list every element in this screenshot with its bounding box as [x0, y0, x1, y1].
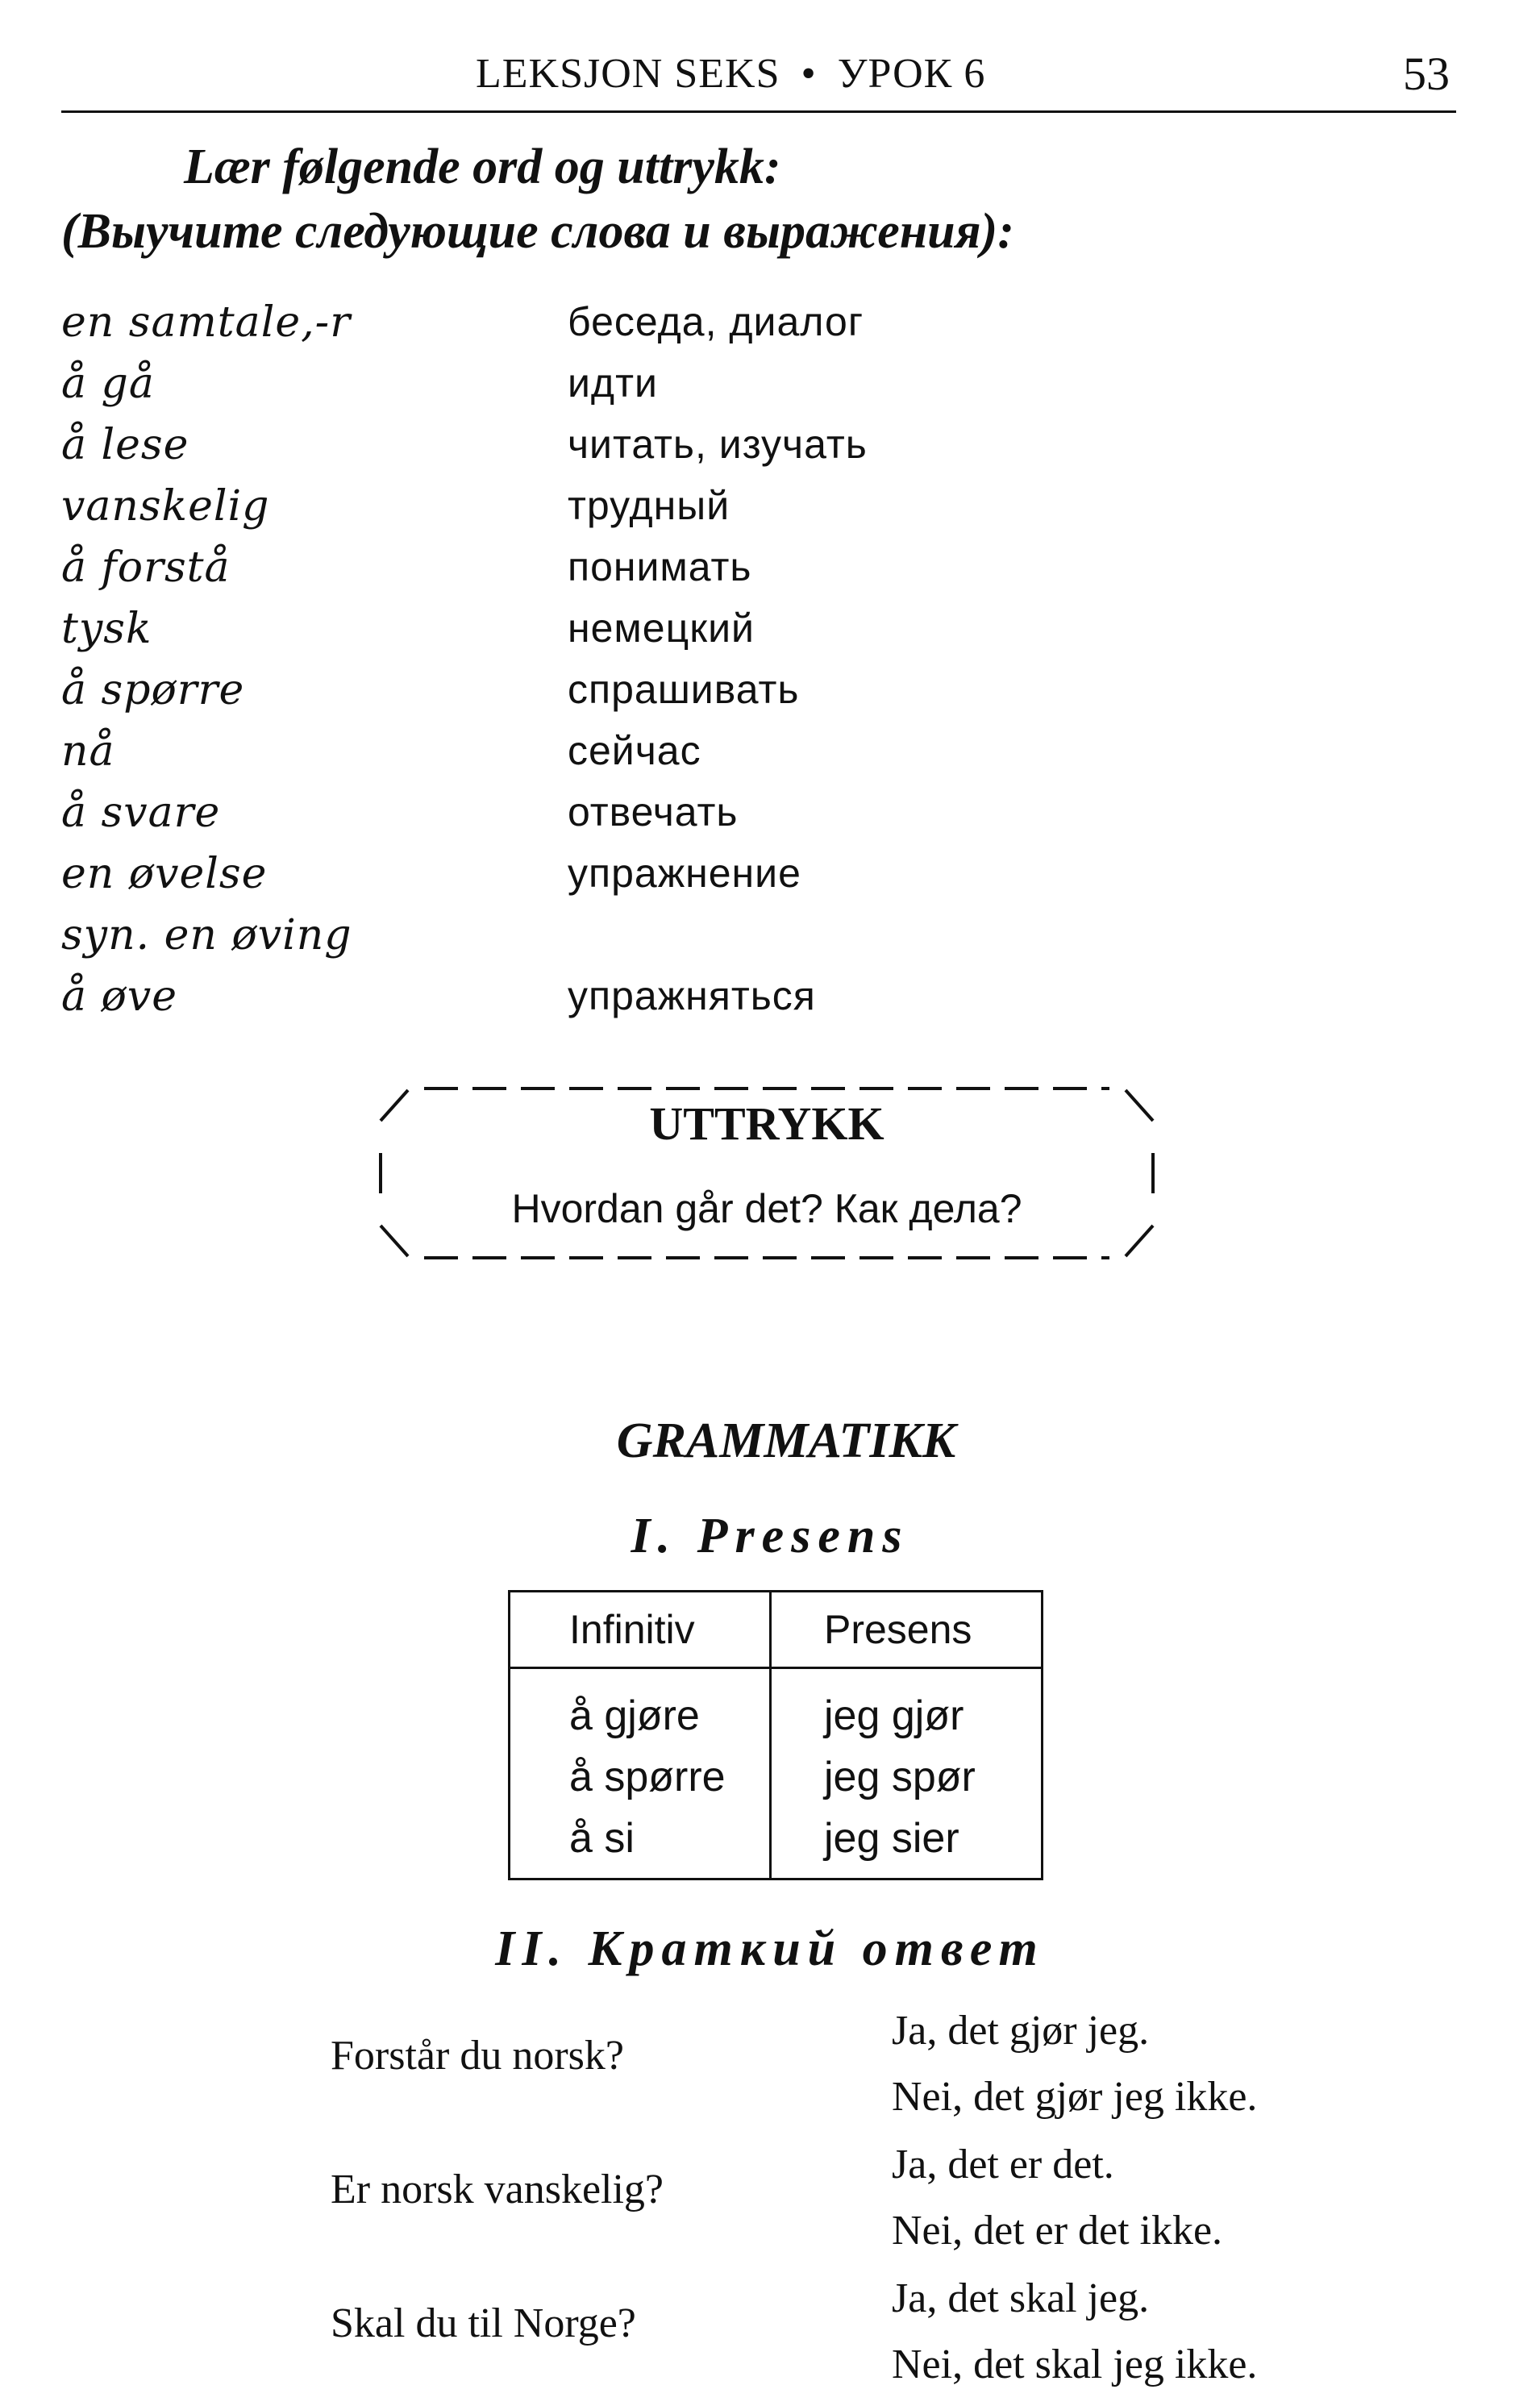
- vocab-row: [0, 605, 1540, 666]
- header-rule: [61, 110, 1456, 113]
- vocab-translation: упражняться: [568, 973, 816, 1018]
- vocab-translation: немецкий: [568, 606, 755, 651]
- section1-heading: I. Presens: [631, 1509, 909, 1563]
- qa-question: Forstår du norsk?: [331, 2033, 624, 2079]
- vocab-translation: идти: [568, 360, 658, 406]
- vocab-translation: беседа, диалог: [568, 299, 864, 344]
- grammar-heading: GRAMMATIKK: [616, 1413, 956, 1468]
- vocab-term: å gå: [61, 360, 155, 408]
- vocab-row: [0, 972, 1540, 1034]
- table-header-presens: Presens: [824, 1607, 972, 1652]
- qa-answer: [892, 1998, 1257, 2130]
- header-title-left: LEKSJON SEKS: [476, 51, 780, 97]
- table-cell: å gjøre: [569, 1692, 700, 1739]
- vocab-term: å spørre: [61, 666, 245, 714]
- vocab-translation: понимать: [568, 544, 752, 589]
- vocab-row: [0, 789, 1540, 850]
- vocab-term: vanskelig: [61, 482, 270, 531]
- header-title-right: УРОК 6: [837, 51, 986, 97]
- table-cell: jeg sier: [824, 1815, 959, 1862]
- vocab-term: å svare: [61, 789, 221, 837]
- vocab-term: tysk: [61, 605, 152, 653]
- table-header-divider: [508, 1667, 1043, 1669]
- vocab-term: en øvelse: [61, 850, 268, 898]
- vocab-row: [0, 298, 1540, 360]
- qa-answer: [892, 2132, 1222, 2264]
- table-cell: jeg spør: [824, 1754, 976, 1800]
- vocab-row: [0, 911, 1540, 972]
- page-number: 53: [1403, 48, 1450, 100]
- vocab-term: å lese: [61, 421, 189, 469]
- vocab-row: [0, 727, 1540, 789]
- vocab-translation: спрашивать: [568, 667, 800, 712]
- vocab-row: [0, 360, 1540, 421]
- vocab-translation: сейчас: [568, 728, 701, 773]
- qa-answer-no: Nei, det er det ikke.: [892, 2208, 1223, 2254]
- qa-answer-yes: Ja, det gjør jeg.: [892, 2008, 1150, 2054]
- vocab-term: å forstå: [61, 543, 231, 592]
- table-cell: å si: [569, 1815, 635, 1862]
- qa-answer: [892, 2266, 1257, 2398]
- vocab-row: [0, 482, 1540, 543]
- vocab-translation: отвечать: [568, 789, 739, 835]
- vocab-term: å øve: [61, 972, 177, 1021]
- page-header: [476, 50, 985, 98]
- vocab-term: syn. en øving: [61, 911, 352, 959]
- table-header-infinitiv: Infinitiv: [569, 1607, 695, 1652]
- header-separator: •: [801, 51, 817, 97]
- qa-question: Er norsk vanskelig?: [331, 2167, 664, 2212]
- qa-answer-yes: Ja, det er det.: [892, 2142, 1114, 2187]
- vocab-row: [0, 543, 1540, 605]
- table-column-divider: [769, 1590, 772, 1880]
- vocab-term: en samtale,-r: [61, 298, 352, 347]
- vocab-row: [0, 421, 1540, 482]
- vocab-term: nå: [61, 727, 115, 776]
- vocab-subheading: (Выучите следующие слова и выражения):: [61, 204, 1014, 259]
- qa-answer-no: Nei, det gjør jeg ikke.: [892, 2074, 1258, 2120]
- qa-answer-no: Nei, det skal jeg ikke.: [892, 2341, 1258, 2387]
- table-cell: å spørre: [569, 1754, 726, 1800]
- vocab-heading: Lær følgende ord og uttrykk:: [184, 139, 781, 194]
- expression-box-text: Hvordan går det? Как дела?: [511, 1186, 1022, 1231]
- table-cell: jeg gjør: [824, 1692, 964, 1739]
- qa-answer-yes: Ja, det skal jeg.: [892, 2275, 1150, 2321]
- vocab-translation: читать, изучать: [568, 422, 868, 467]
- vocab-row: [0, 666, 1540, 727]
- vocab-translation: упражнение: [568, 851, 801, 896]
- expression-box-title: UTTRYKK: [649, 1097, 884, 1150]
- section2-heading: II. Краткий ответ: [495, 1921, 1045, 1976]
- vocab-row: [0, 850, 1540, 911]
- qa-question: Skal du til Norge?: [331, 2300, 636, 2346]
- vocab-translation: трудный: [568, 483, 730, 528]
